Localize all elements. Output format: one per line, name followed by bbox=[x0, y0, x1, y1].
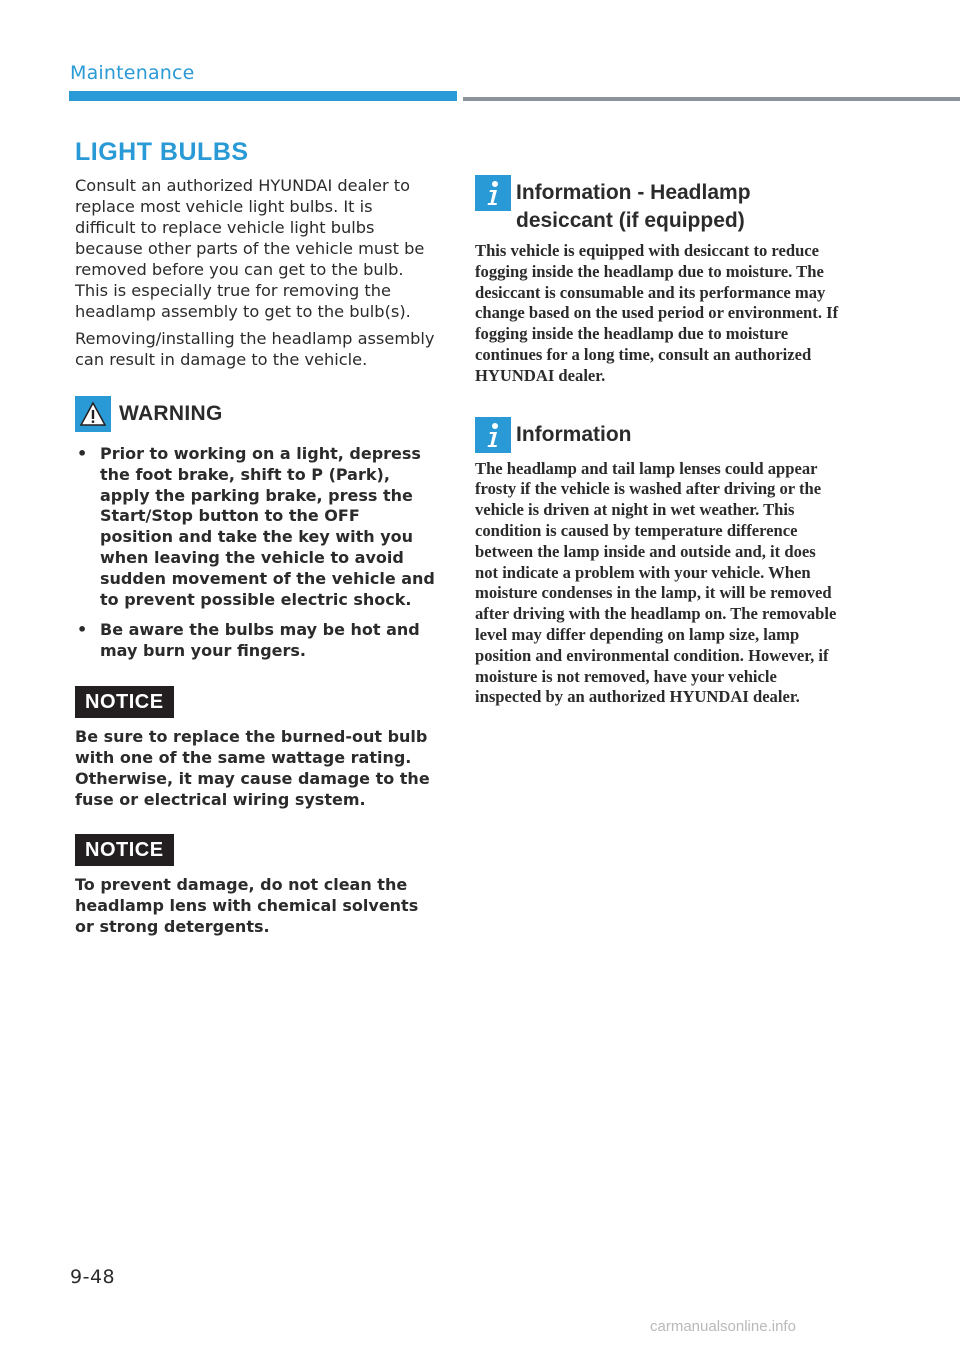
info-title: Information bbox=[516, 422, 632, 446]
notice-block bbox=[75, 834, 435, 937]
info-block-desiccant bbox=[475, 175, 840, 387]
notice-badge: NOTICE bbox=[75, 686, 174, 718]
warning-header bbox=[75, 396, 435, 432]
intro-paragraph: Consult an authorized HYUNDAI dealer to replace most vehicle light bulbs. It is difficult to replace vehicle light bulbs because other parts of the vehicle must be removed before you can get to the bulb. This is especially true for removing the headlamp assembly to get to the bulb(s). bbox=[75, 176, 425, 321]
caution-paragraph: Removing/installing the headlamp assembly can result in damage to the vehicle. bbox=[75, 329, 435, 369]
info-block-frost bbox=[475, 417, 840, 709]
right-column bbox=[475, 175, 840, 708]
info-header bbox=[475, 417, 840, 453]
header-accent-bar bbox=[69, 91, 457, 101]
info-icon bbox=[475, 417, 511, 453]
notice-text: Be sure to replace the burned-out bulb with one of the same wattage rating. Otherwise, it may cause damage to the fuse or electrical wiring system. bbox=[75, 726, 430, 809]
warning-item-text: Be aware the bulbs may be hot and may burn your fingers. bbox=[100, 620, 420, 661]
info-title bbox=[516, 179, 751, 235]
list-item bbox=[75, 444, 435, 610]
watermark: carmanualsonline.info bbox=[650, 1318, 796, 1335]
header-rule bbox=[463, 97, 960, 101]
warning-item-text: Prior to working on a light, depress the foot brake, shift to P (Park), apply the parking brake, press the Start/Stop button to the OFF position and take the key with you when leaving the vehicle to avoid sudden movement of the vehicle and to prevent possible electric shock. bbox=[100, 444, 435, 609]
warning-triangle-icon bbox=[75, 396, 111, 432]
warning-list bbox=[75, 444, 435, 662]
page-title: LIGHT BULBS bbox=[75, 138, 249, 166]
info-header bbox=[475, 175, 840, 235]
info-icon bbox=[475, 175, 511, 211]
bullet-icon: • bbox=[77, 444, 88, 463]
info-title-line: Information - Headlamp bbox=[516, 181, 751, 204]
notice-text: To prevent damage, do not clean the headlamp lens with chemical solvents or strong detergents. bbox=[75, 874, 419, 936]
bullet-icon: • bbox=[77, 620, 88, 640]
notice-badge: NOTICE bbox=[75, 834, 174, 866]
info-text: This vehicle is equipped with desiccant to reduce fogging inside the headlamp due to moisture. The desiccant is consumable and its performance may change based on the used period or environment. If fogging inside the headlamp due to moisture continues for a long time, consult an authorized HYUNDAI dealer. bbox=[475, 241, 839, 385]
info-title-line: desiccant (if equipped) bbox=[516, 209, 745, 232]
left-column bbox=[75, 138, 435, 937]
notice-block bbox=[75, 686, 435, 810]
section-header: Maintenance bbox=[70, 62, 195, 84]
info-text: The headlamp and tail lamp lenses could appear frosty if the vehicle is washed after driving or the vehicle is driven at night in wet weather. This condition is caused by temperature difference between the lamp inside and outside and, it does not indicate a problem with your vehicle. When moisture condenses in the lamp, it will be removed after driving with the headlamp on. The removable level may differ depending on lamp size, lamp position and environmental condition. However, if moisture is not removed, have your vehicle inspected by an authorized HYUNDAI dealer. bbox=[475, 458, 837, 707]
warning-label: WARNING bbox=[119, 402, 223, 425]
list-item bbox=[75, 620, 435, 662]
page-number: 9-48 bbox=[70, 1266, 116, 1288]
